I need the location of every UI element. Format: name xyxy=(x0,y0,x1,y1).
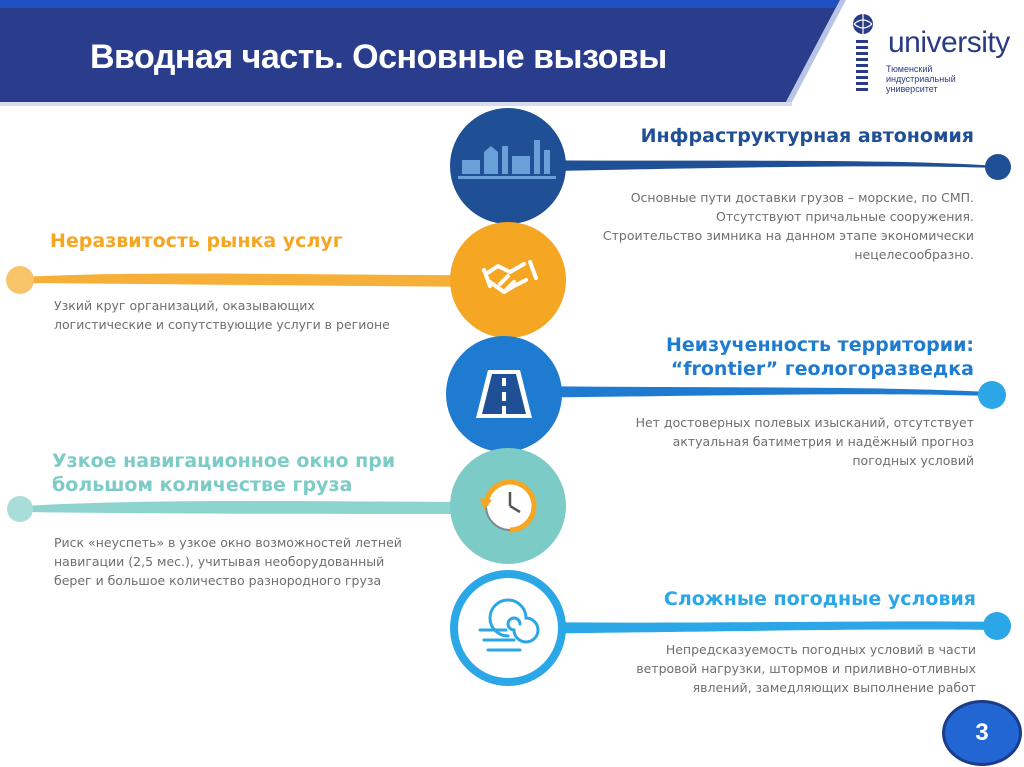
challenge-4-title-line: большом количестве груза xyxy=(52,474,353,496)
challenge-5-line: Непредсказуемость погодных условий в части xyxy=(665,642,976,657)
challenge-1-line: Основные пути доставки грузов – морские, по СМП. xyxy=(630,190,974,205)
challenge-1-text xyxy=(560,188,974,264)
connector-dot-3 xyxy=(978,381,1006,409)
challenge-5-text xyxy=(560,640,976,697)
challenge-2-text xyxy=(54,296,390,334)
connector-dot-1 xyxy=(985,154,1011,180)
page-number-badge: 3 xyxy=(942,700,1022,766)
logo-wordmark: university xyxy=(888,26,1010,59)
connector-line-3 xyxy=(506,386,990,398)
connector-dot-2 xyxy=(6,266,34,294)
challenge-4-text xyxy=(54,533,402,590)
circle-market xyxy=(450,222,566,338)
logo-sub-line: индустриальный xyxy=(886,74,956,84)
challenge-1-line: Отсутствуют причальные сооружения. xyxy=(716,209,974,224)
challenge-3-title-line: “frontier” геологоразведка xyxy=(670,358,974,380)
challenge-3-line: актуальная батиметрия и надёжный прогноз xyxy=(672,434,974,449)
logo-sub-line: Тюменский xyxy=(886,64,933,74)
challenge-1-line: нецелесообразно. xyxy=(854,247,974,262)
connector-dot-5 xyxy=(983,612,1011,640)
challenge-2-line: Узкий круг организаций, оказывающих xyxy=(54,298,315,313)
connector-line-1 xyxy=(506,160,998,172)
challenge-2-line: логистические и сопутствующие услуги в регионе xyxy=(54,317,390,332)
challenge-5-line: явлений, замедляющих выполнение работ xyxy=(692,680,976,695)
connector-dot-4 xyxy=(7,496,33,522)
challenge-2-title: Неразвитость рынка услуг xyxy=(50,230,343,252)
challenge-3-line: погодных условий xyxy=(852,453,974,468)
challenge-1-title: Инфраструктурная автономия xyxy=(640,125,974,147)
challenge-4-line: берег и большое количество разнородного груза xyxy=(54,573,382,588)
challenge-4-line: Риск «неуспеть» в узкое окно возможностей летней xyxy=(54,535,402,550)
logo-sub-line: университет xyxy=(886,84,938,94)
challenge-3-text xyxy=(560,413,974,470)
challenge-4-title-line: Узкое навигационное окно при xyxy=(52,450,396,472)
slide-title: Вводная часть. Основные вызовы xyxy=(90,38,667,76)
challenge-5-line: ветровой нагрузки, штормов и приливно-отливных xyxy=(636,661,976,676)
challenge-5-title: Сложные погодные условия xyxy=(663,588,976,610)
challenge-1-line: Строительство зимника на данном этапе экономически xyxy=(602,228,974,243)
challenge-3-line: Нет достоверных полевых изысканий, отсутствует xyxy=(635,415,974,430)
connector-line-2 xyxy=(22,274,510,287)
connector-line-4 xyxy=(22,501,510,514)
challenge-4-title xyxy=(52,449,395,497)
connector-line-5 xyxy=(506,621,994,634)
challenge-4-line: навигации (2,5 мес.), учитывая необорудованный xyxy=(54,554,385,569)
challenge-3-title-line: Неизученность территории: xyxy=(666,334,974,356)
challenge-3-title xyxy=(560,333,974,381)
